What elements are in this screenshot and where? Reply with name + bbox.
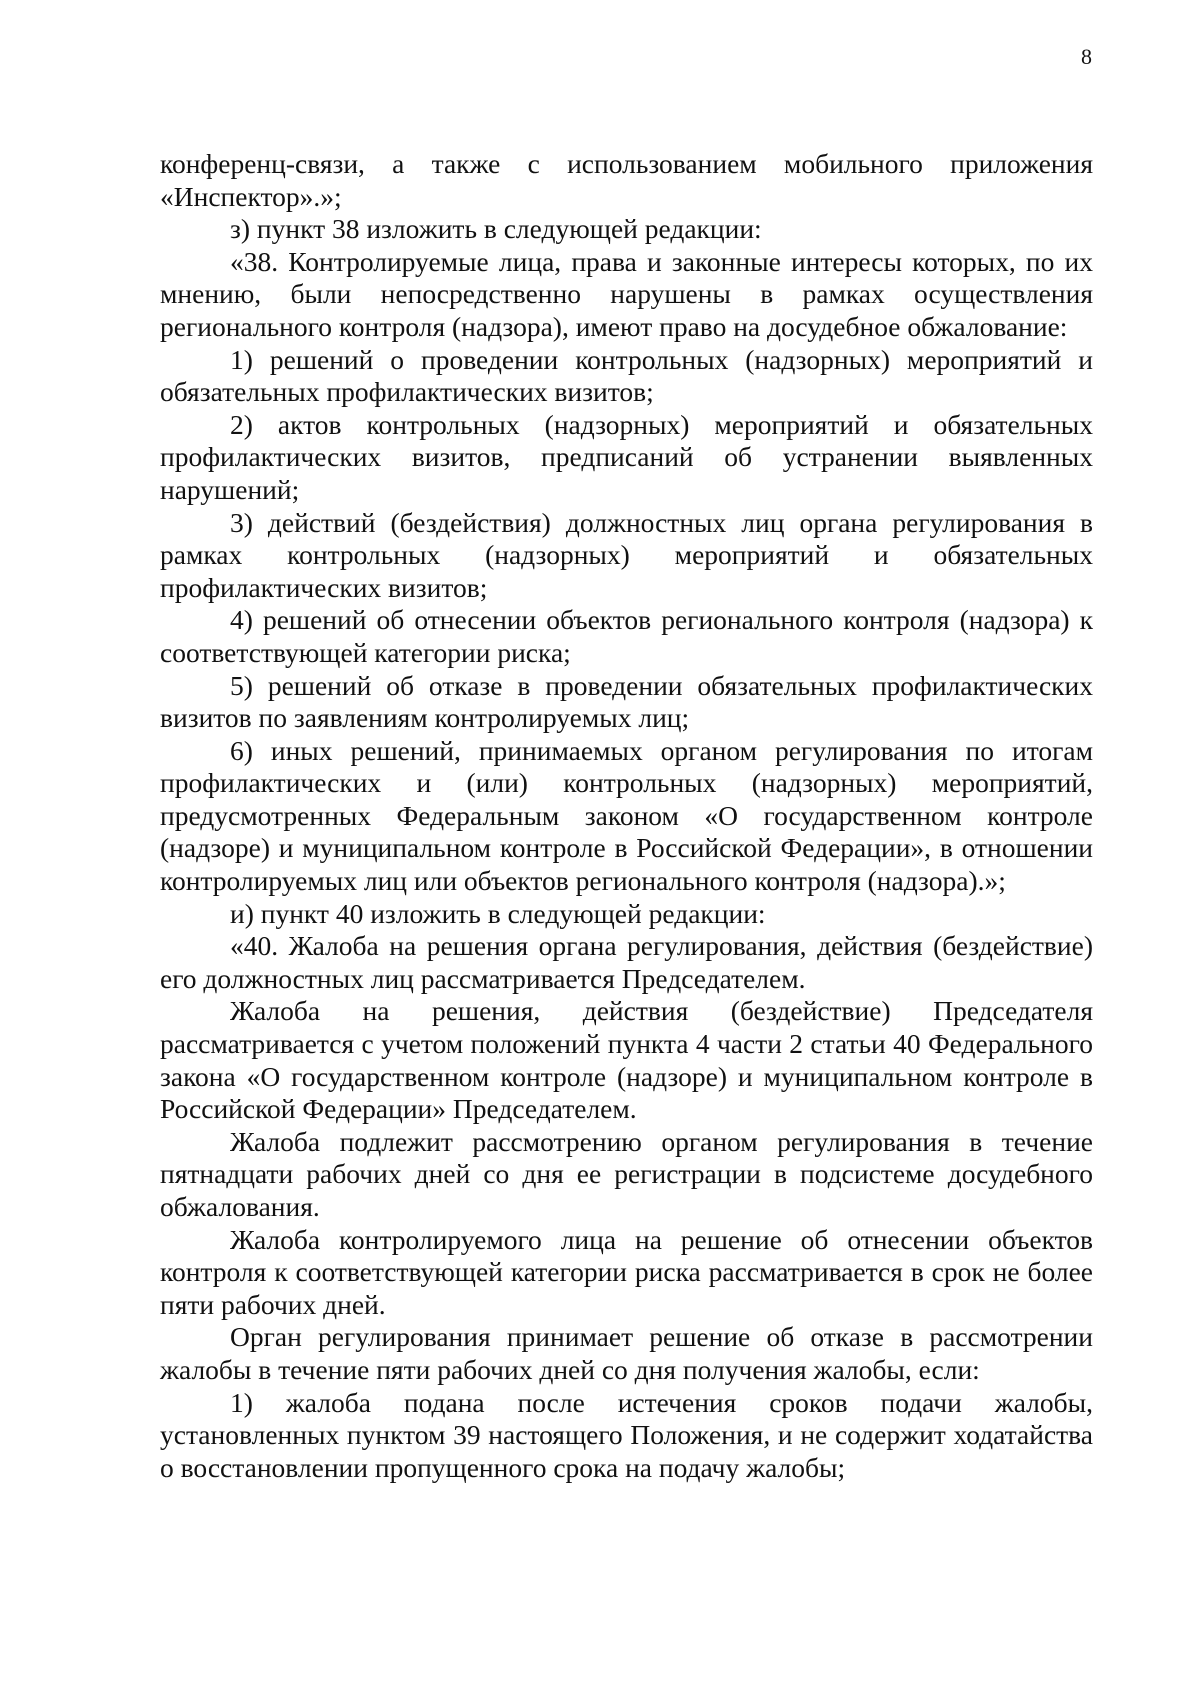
paragraph: и) пункт 40 изложить в следующей редакции: [230,897,766,929]
paragraph: Жалоба контролируемого лица на решение об отнесении объектов контроля к соответствующей категории риска рассматривается в срок не более пяти рабочих дней. [160,1223,1093,1320]
paragraph: 5) решений об отказе в проведении обязательных профилактических визитов по заявлениям контролируемых лиц; [160,669,1093,734]
paragraph: Орган регулирования принимает решение об отказе в рассмотрении жалобы в течение пяти рабочих дней со дня получения жалобы, если: [160,1321,1093,1385]
paragraph: 3) действий (бездействия) должностных лиц органа регулирования в рамках контрольных (надзорных) мероприятий и обязательных профилактических визитов; [160,506,1093,603]
paragraph: «38. Контролируемые лица, права и законные интересы которых, по их мнению, были непосредственно нарушены в рамках осуществления регионального контроля (надзора), имеют право на досудебное обжалование: [160,245,1093,342]
page-number: 8 [1081,44,1092,69]
paragraph: 2) актов контрольных (надзорных) мероприятий и обязательных профилактических визитов, предписаний об устранении выявленных нарушений; [160,408,1093,505]
paragraph: з) пункт 38 изложить в следующей редакции: [230,213,762,245]
paragraph: Жалоба подлежит рассмотрению органом регулирования в течение пятнадцати рабочих дней со дня ее регистрации в подсистеме досудебного обжалования. [160,1125,1093,1222]
document-body [160,148,1093,1484]
paragraph: Жалоба на решения, действия (бездействие) Председателя рассматривается с учетом положений пункта 4 части 2 статьи 40 Федерального закона «О государственном контроле (надзоре) и муниципальном контроле в Российской Федерации» Председателем. [160,995,1093,1125]
paragraph: конференц-связи, а также с использованием мобильного приложения «Инспектор».»; [160,148,1093,212]
paragraph: 1) решений о проведении контрольных (надзорных) мероприятий и обязательных профилактических визитов; [160,343,1093,408]
paragraph: 1) жалоба подана после истечения сроков подачи жалобы, установленных пунктом 39 настоящего Положения, и не содержит ходатайства о восстановлении пропущенного срока на подачу жалобы; [160,1386,1093,1483]
paragraph: 6) иных решений, принимаемых органом регулирования по итогам профилактических и (или) контрольных (надзорных) мероприятий, предусмотренных Федеральным законом «О государственном контроле (надзоре) и муниципальном контроле в Российской Федерации», в отношении контролируемых лиц или объектов регионального контроля (надзора).»; [160,734,1093,897]
paragraph: «40. Жалоба на решения органа регулирования, действия (бездействие) его должностных лиц рассматривается Председателем. [160,930,1093,994]
paragraph: 4) решений об отнесении объектов регионального контроля (надзора) к соответствующей категории риска; [160,604,1093,668]
